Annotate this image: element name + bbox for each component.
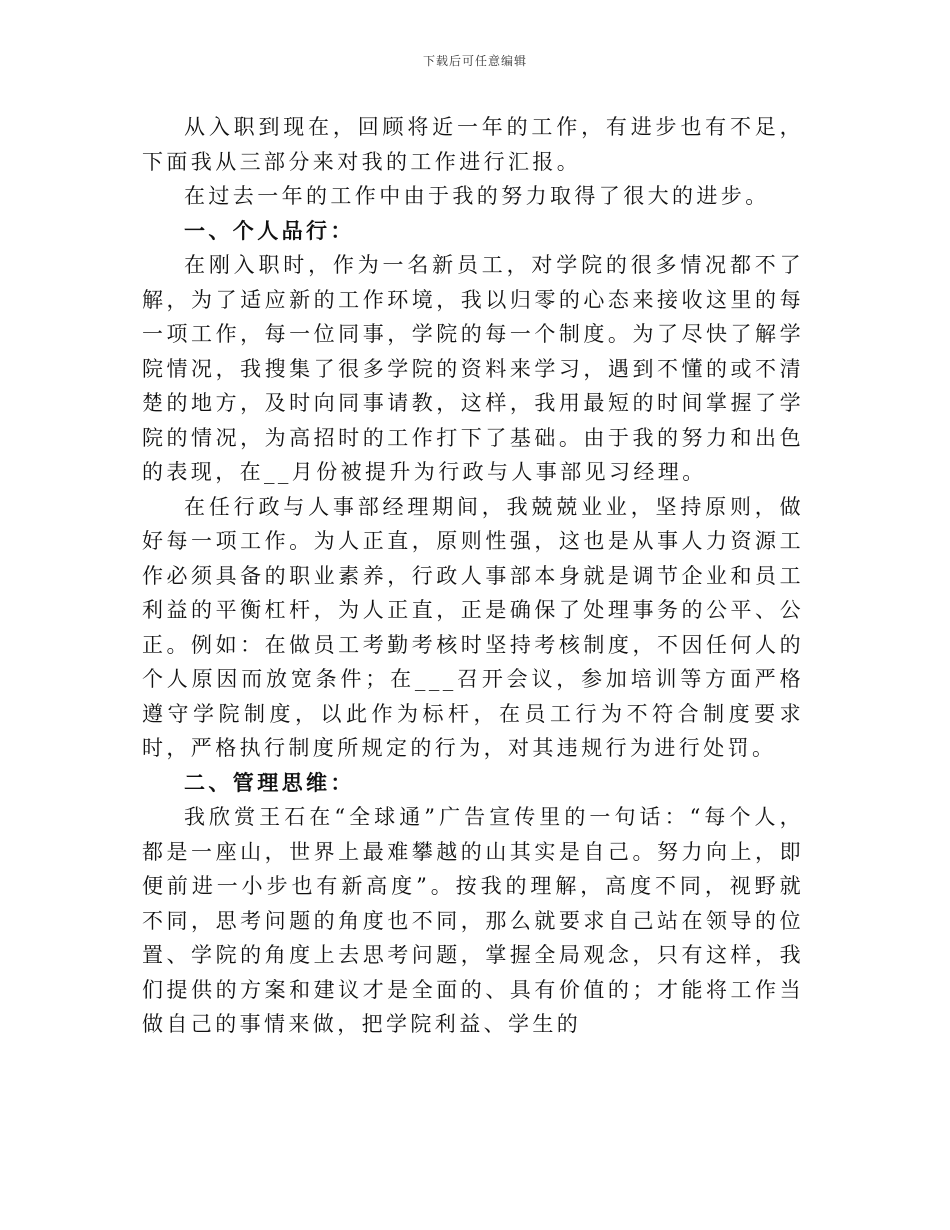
paragraph-onboarding: 在刚入职时，作为一名新员工，对学院的很多情况都不了解，为了适应新的工作环境，我以归零的心态来接收这里的每一项工作，每一位同事，学院的每一个制度。为了尽快了解学院情况，我搜集了很多学院的资料来学习，遇到不懂的或不清楚的地方，及时向同事请教，这样，我用最短的时间掌握了学院的情况，为高招时的工作打下了基础。由于我的努力和出色的表现，在__月份被提升为行政与人事部见习经理。 bbox=[142, 253, 804, 484]
document-body bbox=[142, 110, 804, 1042]
page-header-note: 下载后可任意编辑 bbox=[422, 54, 527, 68]
paragraph-intro: 从入职到现在，回顾将近一年的工作，有进步也有不足，下面我从三部分来对我的工作进行汇报。 bbox=[142, 115, 804, 174]
paragraph-management: 我欣赏王石在“全球通”广告宣传里的一句话：“每个人，都是一座山，世界上最难攀越的山其实是自己。努力向上，即便前进一小步也有新高度”。按我的理解，高度不同，视野就不同，思考问题的角度也不同，那么就要求自己站在领导的位置、学院的角度上去思考问题，掌握全局观念，只有这样，我们提供的方案和建议才是全面的、具有价值的；才能将工作当做自己的事情来做，把学院利益、学生的 bbox=[142, 805, 804, 1036]
section-heading-personal-conduct: 一、个人品行： bbox=[184, 217, 355, 243]
section-heading-management-thinking: 二、管理思维： bbox=[184, 769, 355, 795]
paragraph-summary: 在过去一年的工作中由于我的努力取得了很大的进步。 bbox=[184, 184, 770, 208]
paragraph-hr-manager: 在任行政与人事部经理期间，我兢兢业业，坚持原则，做好每一项工作。为人正直，原则性强，这也是从事人力资源工作必须具备的职业素养，行政人事部本身就是调节企业和员工利益的平衡杠杆，为人正直，正是确保了处理事务的公平、公正。例如：在做员工考勤考核时坚持考核制度，不因任何人的个人原因而放宽条件；在___召开会议，参加培训等方面严格遵守学院制度，以此作为标杆，在员工行为不符合制度要求时，严格执行制度所规定的行为，对其违规行为进行处罚。 bbox=[142, 494, 804, 760]
